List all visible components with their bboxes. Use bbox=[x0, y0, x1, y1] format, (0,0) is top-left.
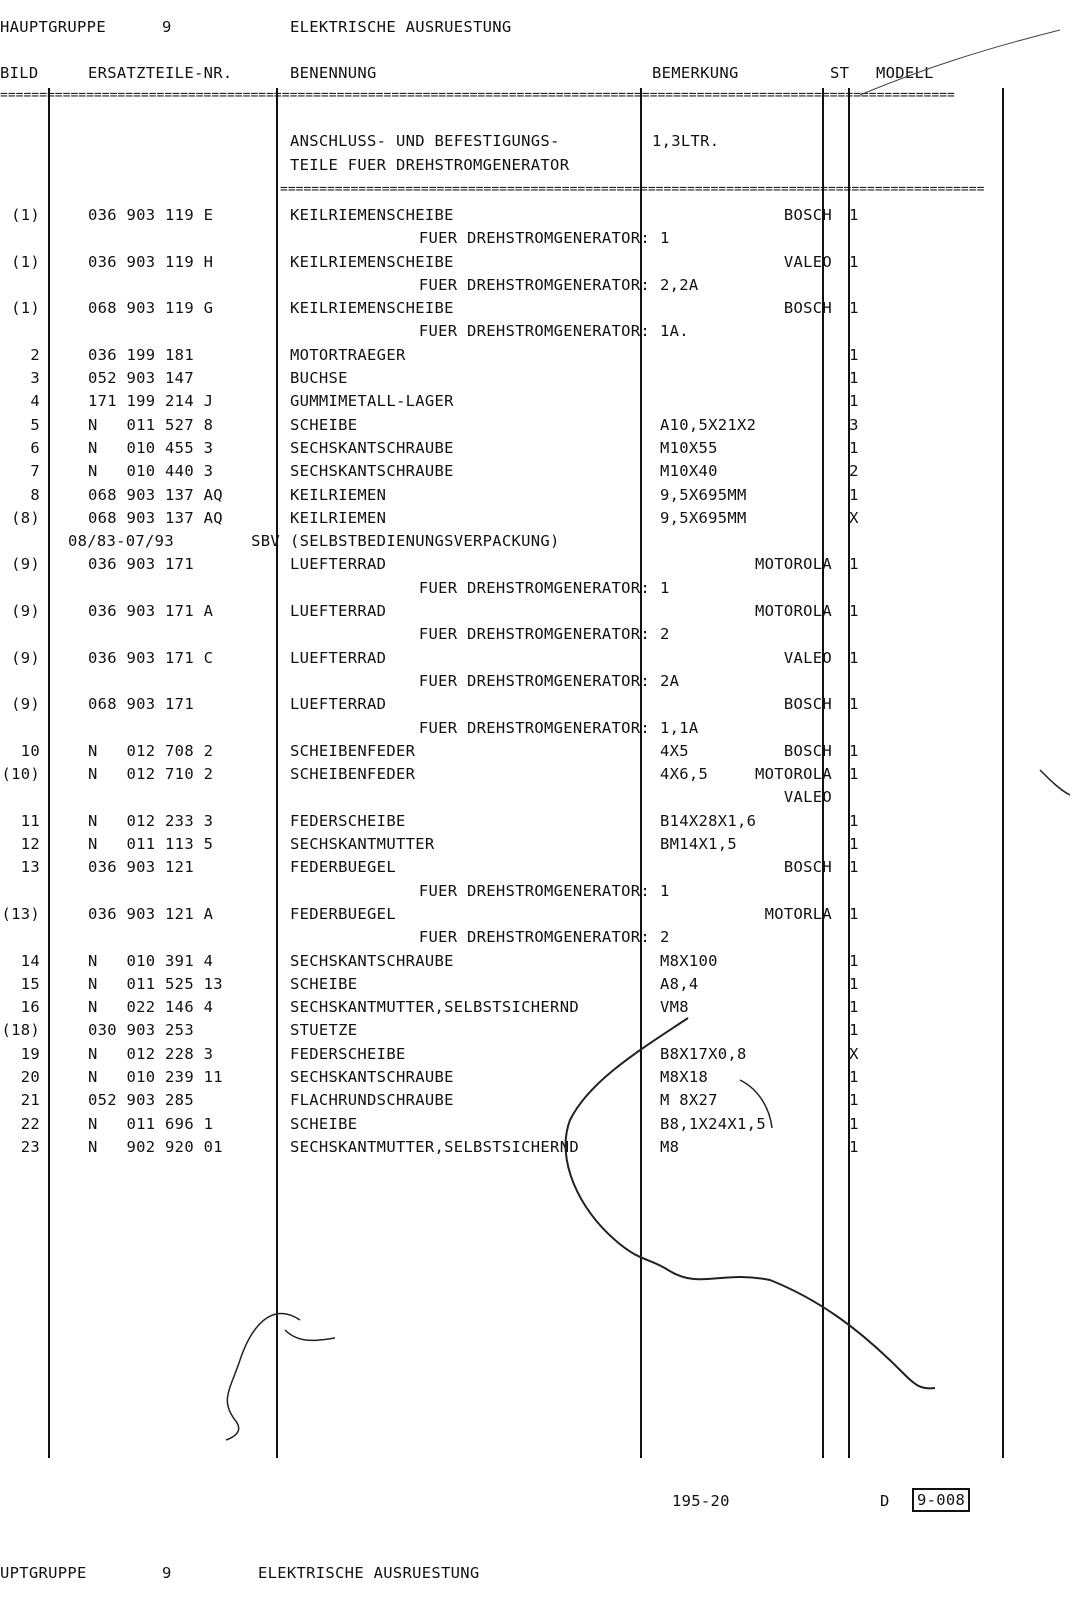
designation-cell: SCHEIBE bbox=[290, 974, 358, 993]
designation-note-cell: FUER DREHSTROMGENERATOR: bbox=[418, 928, 650, 947]
remark-maker-cell: BOSCH bbox=[783, 299, 832, 318]
quantity-cell: 1 bbox=[849, 974, 859, 993]
part-number-cell: N 012 708 2 bbox=[88, 741, 214, 760]
designation-cell: SCHEIBENFEDER bbox=[290, 765, 416, 784]
quantity-cell: 1 bbox=[849, 648, 859, 667]
remark-maker-cell: VALEO bbox=[783, 252, 832, 271]
remark-cell: B8X17X0,8 bbox=[660, 1044, 747, 1063]
bild-cell: (9) bbox=[11, 602, 40, 621]
remark-cell: M8X18 bbox=[660, 1067, 709, 1086]
part-number-cell: N 022 146 4 bbox=[88, 998, 214, 1017]
bild-cell: 14 bbox=[20, 951, 40, 970]
designation-cell: SECHSKANTMUTTER,SELBSTSICHERND bbox=[290, 1137, 579, 1156]
part-number-cell: 171 199 214 J bbox=[88, 392, 214, 411]
section-remark: 1,3LTR. bbox=[652, 132, 720, 150]
quantity-cell: 1 bbox=[849, 695, 859, 714]
designation-cell: GUMMIMETALL-LAGER bbox=[290, 392, 454, 411]
page-letter: D bbox=[880, 1492, 890, 1510]
header-separator: ========================================================================================================================== bbox=[0, 88, 955, 103]
remark-maker-cell: MOTOROLA bbox=[754, 602, 832, 621]
col-header-bemerkung: BEMERKUNG bbox=[652, 64, 739, 82]
bild-cell: (9) bbox=[11, 695, 40, 714]
quantity-cell: 1 bbox=[849, 369, 859, 388]
bild-cell: 20 bbox=[20, 1067, 40, 1086]
quantity-cell: 1 bbox=[849, 1137, 859, 1156]
designation-cell: SCHEIBENFEDER bbox=[290, 741, 416, 760]
remark-cell: B8,1X24X1,5 bbox=[660, 1114, 766, 1133]
designation-cell: SECHSKANTMUTTER bbox=[290, 835, 435, 854]
remark-cell: 1,1A bbox=[660, 718, 699, 737]
quantity-cell: X bbox=[849, 1044, 859, 1063]
remark-cell: 4X6,5 bbox=[660, 765, 709, 784]
part-number-cell: 036 903 121 bbox=[88, 858, 194, 877]
designation-note-cell: FUER DREHSTROMGENERATOR: bbox=[418, 625, 650, 644]
designation-note-cell: FUER DREHSTROMGENERATOR: bbox=[418, 229, 650, 248]
quantity-cell: 1 bbox=[849, 602, 859, 621]
quantity-cell: 1 bbox=[849, 392, 859, 411]
designation-note-cell: FUER DREHSTROMGENERATOR: bbox=[418, 322, 650, 341]
bild-cell: 11 bbox=[20, 811, 40, 830]
designation-cell: SECHSKANTSCHRAUBE bbox=[290, 951, 454, 970]
quantity-cell: 1 bbox=[849, 1021, 859, 1040]
remark-cell: M8 bbox=[660, 1137, 680, 1156]
quantity-cell: 1 bbox=[849, 811, 859, 830]
designation-cell: KEILRIEMEN bbox=[290, 485, 387, 504]
quantity-cell: 1 bbox=[849, 951, 859, 970]
quantity-cell: 1 bbox=[849, 485, 859, 504]
part-number-cell: N 012 710 2 bbox=[88, 765, 214, 784]
quantity-cell: 1 bbox=[849, 835, 859, 854]
part-number-cell: N 010 391 4 bbox=[88, 951, 214, 970]
footer-group-number: 9 bbox=[162, 1564, 172, 1582]
remark-maker-cell: MOTOROLA bbox=[754, 555, 832, 574]
quantity-cell: 2 bbox=[849, 462, 859, 481]
designation-cell: KEILRIEMENSCHEIBE bbox=[290, 299, 454, 318]
part-number-cell: 068 903 119 G bbox=[88, 299, 214, 318]
col-header-benennung: BENENNUNG bbox=[290, 64, 377, 82]
quantity-cell: 1 bbox=[849, 765, 859, 784]
remark-maker-cell: BOSCH bbox=[783, 858, 832, 877]
date-range-cell: 08/83-07/93 bbox=[68, 532, 174, 551]
page-code: 195-20 bbox=[672, 1492, 730, 1510]
col-header-nr: ERSATZTEILE-NR. bbox=[88, 64, 233, 82]
bild-cell: (13) bbox=[1, 904, 40, 923]
bild-cell: 21 bbox=[20, 1091, 40, 1110]
remark-cell: 2 bbox=[660, 928, 670, 947]
designation-cell: LUEFTERRAD bbox=[290, 602, 387, 621]
part-number-cell: 036 903 121 A bbox=[88, 904, 214, 923]
quantity-cell: X bbox=[849, 508, 859, 527]
part-number-cell: 036 903 119 H bbox=[88, 252, 214, 271]
remark-cell: M 8X27 bbox=[660, 1091, 718, 1110]
designation-cell: FLACHRUNDSCHRAUBE bbox=[290, 1091, 454, 1110]
part-number-cell: 052 903 285 bbox=[88, 1091, 194, 1110]
remark-cell: B14X28X1,6 bbox=[660, 811, 757, 830]
quantity-cell: 1 bbox=[849, 1091, 859, 1110]
remark-cell: VM8 bbox=[660, 998, 689, 1017]
designation-cell: LUEFTERRAD bbox=[290, 695, 387, 714]
bild-cell: (8) bbox=[11, 508, 40, 527]
section-title-line2: TEILE FUER DREHSTROMGENERATOR bbox=[290, 156, 570, 174]
designation-cell: LUEFTERRAD bbox=[290, 648, 387, 667]
col-header-bild: BILD bbox=[0, 64, 39, 82]
designation-note-cell: FUER DREHSTROMGENERATOR: bbox=[418, 578, 650, 597]
part-number-cell: N 012 233 3 bbox=[88, 811, 214, 830]
bild-cell: 22 bbox=[20, 1114, 40, 1133]
quantity-cell: 1 bbox=[849, 858, 859, 877]
quantity-cell: 1 bbox=[849, 206, 859, 224]
designation-cell: FEDERBUEGEL bbox=[290, 904, 396, 923]
bild-cell: 15 bbox=[20, 974, 40, 993]
part-number-cell: N 012 228 3 bbox=[88, 1044, 214, 1063]
designation-cell: FEDERSCHEIBE bbox=[290, 1044, 406, 1063]
designation-cell: SCHEIBE bbox=[290, 415, 358, 434]
part-number-cell: N 011 525 13 bbox=[88, 974, 223, 993]
section-title-line1: ANSCHLUSS- UND BEFESTIGUNGS- bbox=[290, 132, 560, 150]
bild-cell: (9) bbox=[11, 555, 40, 574]
part-number-cell: N 011 696 1 bbox=[88, 1114, 214, 1133]
designation-note-cell: FUER DREHSTROMGENERATOR: bbox=[418, 718, 650, 737]
bild-cell: (18) bbox=[1, 1021, 40, 1040]
bild-cell: 19 bbox=[20, 1044, 40, 1063]
part-number-cell: 068 903 171 bbox=[88, 695, 194, 714]
quantity-cell: 1 bbox=[849, 438, 859, 457]
designation-cell: BUCHSE bbox=[290, 369, 348, 388]
sbv-cell: SBV bbox=[251, 532, 280, 551]
quantity-cell: 1 bbox=[849, 345, 859, 364]
quantity-cell: 1 bbox=[849, 741, 859, 760]
bild-cell: 5 bbox=[30, 415, 40, 434]
col-header-st: ST bbox=[830, 64, 850, 82]
part-number-cell: 068 903 137 AQ bbox=[88, 485, 223, 504]
quantity-cell: 1 bbox=[849, 904, 859, 923]
bild-cell: 3 bbox=[30, 369, 40, 388]
remark-maker-cell: MOTORLA bbox=[764, 904, 832, 923]
part-number-cell: 036 903 171 bbox=[88, 555, 194, 574]
designation-cell: SECHSKANTSCHRAUBE bbox=[290, 462, 454, 481]
quantity-cell: 1 bbox=[849, 252, 859, 271]
remark-cell: 1 bbox=[660, 578, 670, 597]
designation-note-cell: FUER DREHSTROMGENERATOR: bbox=[418, 671, 650, 690]
bild-cell: (10) bbox=[1, 765, 40, 784]
part-number-cell: 036 903 119 E bbox=[88, 206, 214, 224]
bild-cell: 7 bbox=[30, 462, 40, 481]
part-number-cell: 030 903 253 bbox=[88, 1021, 194, 1040]
col-header-modell: MODELL bbox=[876, 64, 934, 82]
designation-note-cell: FUER DREHSTROMGENERATOR: bbox=[418, 881, 650, 900]
remark-cell: 9,5X695MM bbox=[660, 485, 747, 504]
bild-cell: 16 bbox=[20, 998, 40, 1017]
remark-cell: 1A. bbox=[660, 322, 689, 341]
remark-maker-cell: VALEO bbox=[783, 648, 832, 667]
quantity-cell: 1 bbox=[849, 1067, 859, 1086]
designation-cell: SECHSKANTMUTTER,SELBSTSICHERND bbox=[290, 998, 579, 1017]
part-number-cell: N 011 113 5 bbox=[88, 835, 214, 854]
part-number-cell: 036 903 171 C bbox=[88, 648, 214, 667]
designation-cell: FEDERBUEGEL bbox=[290, 858, 396, 877]
section-separator: ========================================================================================== bbox=[280, 182, 985, 197]
quantity-cell: 3 bbox=[849, 415, 859, 434]
quantity-cell: 1 bbox=[849, 555, 859, 574]
footer-group-title: ELEKTRISCHE AUSRUESTUNG bbox=[258, 1564, 480, 1582]
designation-cell: KEILRIEMENSCHEIBE bbox=[290, 252, 454, 271]
part-number-cell: 036 903 171 A bbox=[88, 602, 214, 621]
remark-maker-cell: MOTOROLA bbox=[754, 765, 832, 784]
designation-cell: STUETZE bbox=[290, 1021, 358, 1040]
part-number-cell: 036 199 181 bbox=[88, 345, 194, 364]
remark-maker-cell: BOSCH bbox=[783, 206, 832, 224]
page-number-box: 9-008 bbox=[912, 1488, 970, 1512]
designation-cell: (SELBSTBEDIENUNGSVERPACKUNG) bbox=[290, 532, 560, 551]
remark-maker-cell: VALEO bbox=[783, 788, 832, 807]
remark-cell: A8,4 bbox=[660, 974, 699, 993]
part-number-cell: 052 903 147 bbox=[88, 369, 194, 388]
remark-cell: 2,2A bbox=[660, 275, 699, 294]
part-number-cell: 068 903 137 AQ bbox=[88, 508, 223, 527]
quantity-cell: 1 bbox=[849, 1114, 859, 1133]
bild-cell: (1) bbox=[11, 252, 40, 271]
bild-cell: (9) bbox=[11, 648, 40, 667]
designation-cell: SCHEIBE bbox=[290, 1114, 358, 1133]
quantity-cell: 1 bbox=[849, 998, 859, 1017]
designation-cell: MOTORTRAEGER bbox=[290, 345, 406, 364]
remark-cell: A10,5X21X2 bbox=[660, 415, 757, 434]
footer-group-label: UPTGRUPPE bbox=[0, 1564, 87, 1582]
remark-cell: M10X40 bbox=[660, 462, 718, 481]
bild-cell: 12 bbox=[20, 835, 40, 854]
quantity-cell: 1 bbox=[849, 299, 859, 318]
part-number-cell: N 010 455 3 bbox=[88, 438, 214, 457]
part-number-cell: N 011 527 8 bbox=[88, 415, 214, 434]
remark-cell: 9,5X695MM bbox=[660, 508, 747, 527]
bild-cell: (1) bbox=[11, 206, 40, 224]
designation-note-cell: FUER DREHSTROMGENERATOR: bbox=[418, 275, 650, 294]
group-label: HAUPTGRUPPE bbox=[0, 18, 106, 36]
part-number-cell: N 010 440 3 bbox=[88, 462, 214, 481]
part-number-cell: N 010 239 11 bbox=[88, 1067, 223, 1086]
bild-cell: 2 bbox=[30, 345, 40, 364]
remark-cell: 2A bbox=[660, 671, 680, 690]
remark-cell: 1 bbox=[660, 229, 670, 248]
remark-cell: 1 bbox=[660, 881, 670, 900]
bild-cell: 10 bbox=[20, 741, 40, 760]
bild-cell: 23 bbox=[20, 1137, 40, 1156]
group-title: ELEKTRISCHE AUSRUESTUNG bbox=[290, 18, 512, 36]
designation-cell: KEILRIEMENSCHEIBE bbox=[290, 206, 454, 224]
group-number: 9 bbox=[162, 18, 172, 36]
bild-cell: 4 bbox=[30, 392, 40, 411]
remark-cell: BM14X1,5 bbox=[660, 835, 738, 854]
bild-cell: 8 bbox=[30, 485, 40, 504]
remark-maker-cell: BOSCH bbox=[783, 695, 832, 714]
bild-cell: 13 bbox=[20, 858, 40, 877]
designation-cell: FEDERSCHEIBE bbox=[290, 811, 406, 830]
bild-cell: (1) bbox=[11, 299, 40, 318]
part-number-cell: N 902 920 01 bbox=[88, 1137, 223, 1156]
designation-cell: SECHSKANTSCHRAUBE bbox=[290, 438, 454, 457]
remark-cell: M8X100 bbox=[660, 951, 718, 970]
remark-maker-cell: BOSCH bbox=[783, 741, 832, 760]
remark-cell: 2 bbox=[660, 625, 670, 644]
remark-cell: 4X5 bbox=[660, 741, 689, 760]
designation-cell: KEILRIEMEN bbox=[290, 508, 387, 527]
remark-cell: M10X55 bbox=[660, 438, 718, 457]
designation-cell: SECHSKANTSCHRAUBE bbox=[290, 1067, 454, 1086]
designation-cell: LUEFTERRAD bbox=[290, 555, 387, 574]
bild-cell: 6 bbox=[30, 438, 40, 457]
